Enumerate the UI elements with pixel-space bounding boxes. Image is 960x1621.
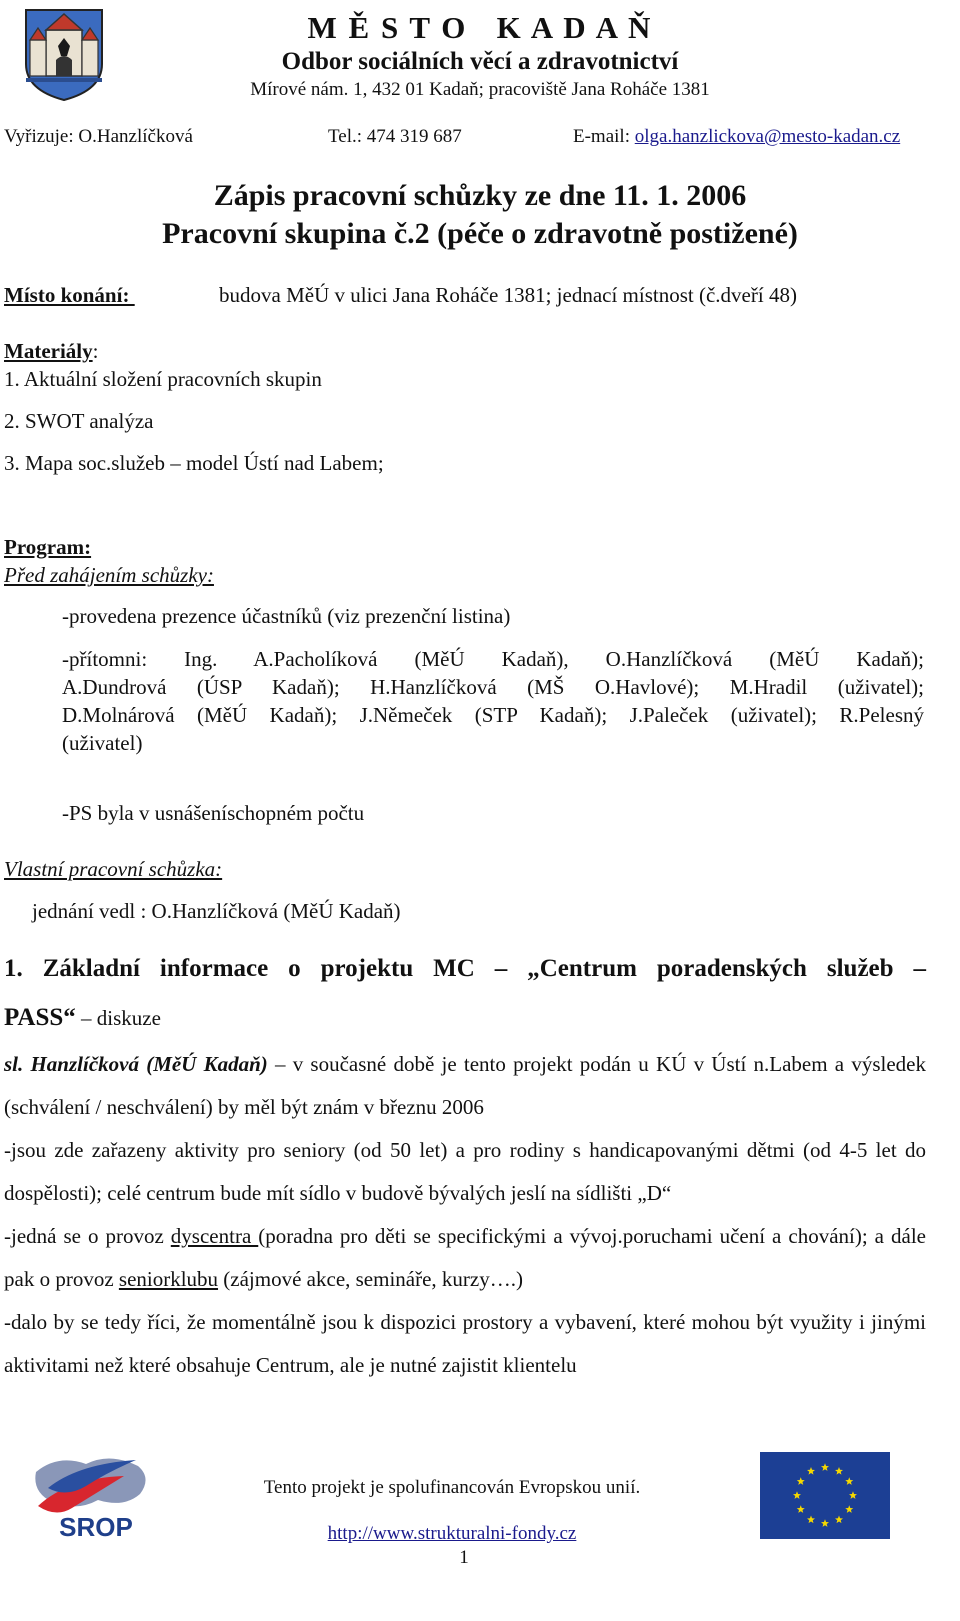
department-name: Odbor sociálních věcí a zdravotnictví bbox=[281, 48, 679, 75]
paragraph-text: (poradna pro děti se specifickými a vývoj.poruchami učení a chování); a dále pak o provoz bbox=[4, 1224, 926, 1291]
document-title: Zápis pracovní schůzky ze dne 11. 1. 2006 bbox=[213, 179, 747, 212]
section1-paragraph bbox=[4, 1215, 926, 1301]
venue-label: Místo konání: bbox=[4, 283, 135, 307]
email-line bbox=[573, 125, 900, 149]
meeting-label: Vlastní pracovní schůzka: bbox=[4, 857, 223, 881]
srop-logo-text: SROP bbox=[59, 1512, 133, 1542]
fonds-link[interactable]: http://www.strukturalni-fondy.cz bbox=[327, 1523, 577, 1544]
cofinance-note: Tento projekt je spolufinancován Evropskou unií. bbox=[263, 1477, 641, 1498]
materials-label: Materiály bbox=[4, 339, 93, 363]
office-address: Mírové nám. 1, 432 01 Kadaň; pracoviště Jana Roháče 1381 bbox=[250, 79, 710, 100]
contact-person: Vyřizuje: O.Hanzlíčková bbox=[4, 126, 193, 147]
section1-paragraph: -dalo by se tedy říci, že momentálně jsou k dispozici prostory a vybavení, které mohou být využity i jinými aktivitami než které obsahuje Centrum, ale je nutné zajistit klientelu bbox=[4, 1310, 926, 1377]
eu-flag-icon bbox=[760, 1452, 890, 1539]
attendees-line: D.Molnárová (MěÚ Kadaň); J.Němeček (STP Kadaň); J.Paleček (uživatel); R.Pelesný bbox=[62, 703, 924, 727]
materials-heading bbox=[4, 338, 98, 364]
materials-colon: : bbox=[92, 339, 99, 363]
city-name: M Ě S T O K A D A Ň bbox=[307, 10, 653, 45]
venue-value: budova MěÚ v ulici Jana Roháče 1381; jednací místnost (č.dveří 48) bbox=[219, 283, 797, 307]
material-item: 1. Aktuální složení pracovních skupin bbox=[4, 367, 322, 391]
email-label: E-mail: bbox=[573, 126, 635, 147]
section1-paragraph bbox=[4, 1043, 926, 1129]
email-link[interactable]: olga.hanzlickova@mesto-kadan.cz bbox=[634, 126, 901, 147]
section1-heading: 1. Základní informace o projektu MC – „Centrum poradenských služeb – bbox=[4, 955, 926, 982]
section1-heading-cont bbox=[4, 1003, 161, 1033]
paragraph-text: (zájmové akce, semináře, kurzy….) bbox=[218, 1267, 523, 1291]
material-item: 3. Mapa soc.služeb – model Ústí nad Labem; bbox=[4, 451, 384, 475]
seniorklub-term: seniorklubu bbox=[118, 1267, 219, 1291]
working-group-title: Pracovní skupina č.2 (péče o zdravotně postižené) bbox=[162, 217, 798, 250]
before-meeting-label: Před zahájením schůzky: bbox=[4, 563, 214, 587]
material-item: 2. SWOT analýza bbox=[4, 409, 154, 433]
section1-body bbox=[4, 1043, 926, 1387]
meeting-chair: jednání vedl : O.Hanzlíčková (MěÚ Kadaň) bbox=[32, 899, 401, 923]
section1-discussion: – diskuze bbox=[75, 1006, 161, 1030]
section1-paragraph: -jsou zde zařazeny aktivity pro seniory (od 50 let) a pro rodiny s handicapovanými dětmi (od 4-5 let do dospělosti); celé centrum bude mít sídlo v budově bývalých jeslí na sídlišti „D“ bbox=[4, 1138, 926, 1205]
presence-note: -provedena prezence účastníků (viz prezenční listina) bbox=[62, 604, 511, 628]
attendees-line: -přítomni: Ing. A.Pacholíková (MěÚ Kadaň), O.Hanzlíčková (MěÚ Kadaň); bbox=[62, 647, 924, 671]
paragraph-text: – v současné době je tento projekt podán u KÚ v Ústí n.Labem a výsledek (schválení / neschválení) by měl být znám v březnu 2006 bbox=[4, 1052, 926, 1119]
attendees-line: (uživatel) bbox=[62, 731, 143, 755]
section1-project-name: PASS“ bbox=[4, 1004, 76, 1031]
dyscentrum-term: dyscentra bbox=[170, 1224, 259, 1248]
program-label: Program: bbox=[4, 535, 92, 559]
quorum-note: -PS byla v usnášeníschopném počtu bbox=[62, 801, 365, 825]
paragraph-text: -jedná se o provoz bbox=[4, 1224, 171, 1248]
phone-number: Tel.: 474 319 687 bbox=[328, 126, 462, 147]
speaker-name: sl. Hanzlíčková (MěÚ Kadaň) bbox=[4, 1052, 268, 1076]
attendees-line: A.Dundrová (ÚSP Kadaň); H.Hanzlíčková (MŠ O.Havlové); M.Hradil (uživatel); bbox=[62, 675, 924, 699]
page-number: 1 bbox=[459, 1547, 469, 1568]
